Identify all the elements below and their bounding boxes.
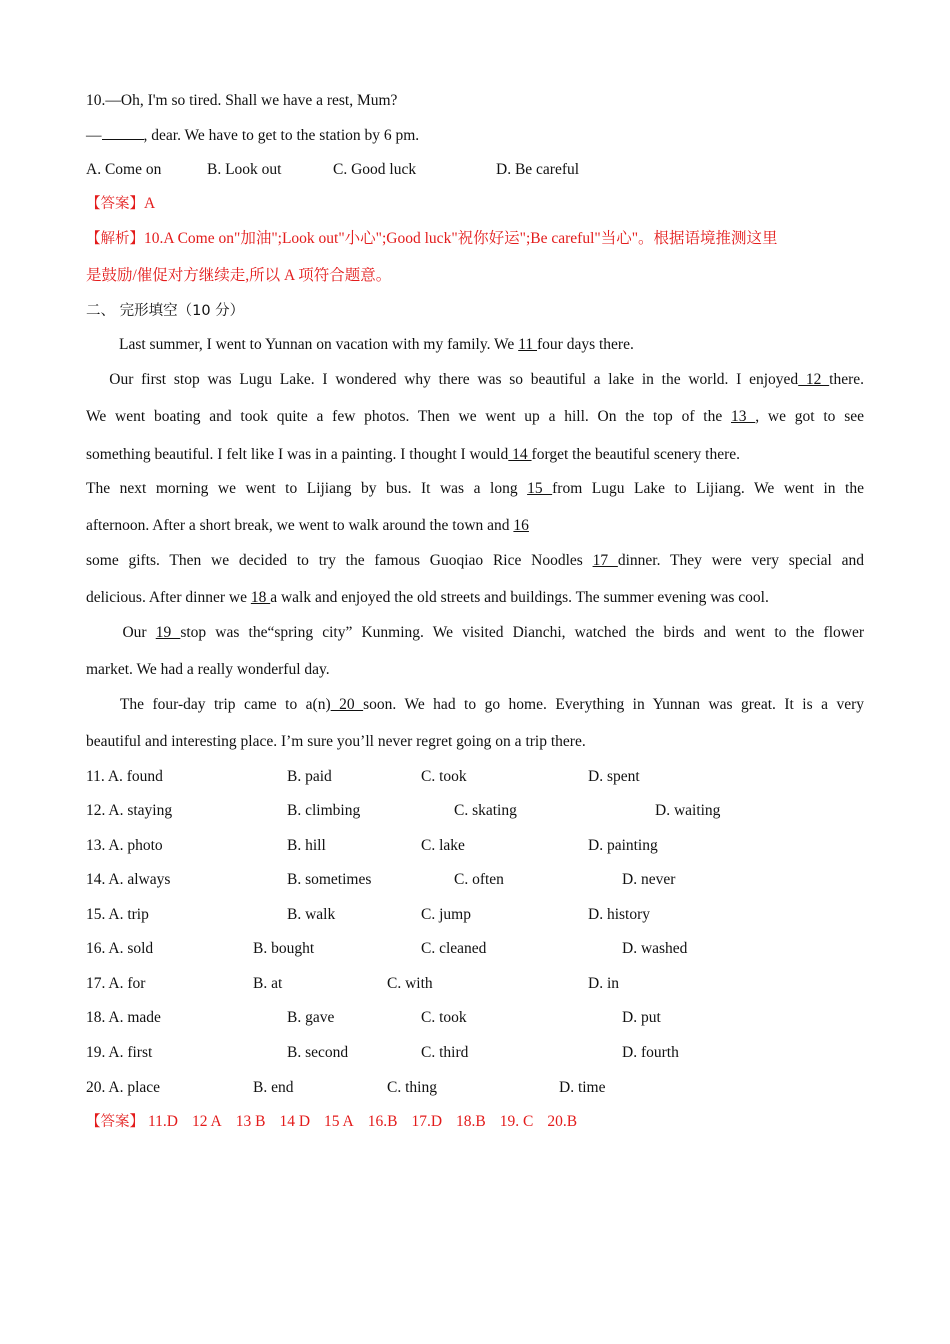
q11-option-d: D. spent [588,768,640,785]
answer-19: 19. C [499,1113,534,1130]
q17-option-a: 17. A. for [86,975,146,992]
q14-option-b: B. sometimes [287,871,372,888]
q10-analysis-line2: 是鼓励/催促对方继续走,所以 A 项符合题意。 [86,267,392,284]
blank-17: 17 [592,552,618,569]
q12-option-a: 12. A. staying [86,802,173,819]
q14-option-d: D. never [622,871,676,888]
q16-option-a: 16. A. sold [86,940,154,957]
passage-line-4: something beautiful. I felt like I was in a painting. I thought I would 14 forget the beautiful scenery there. [86,446,740,463]
q18-option-b: B. gave [287,1009,335,1026]
passage-line-12: beautiful and interesting place. I’m sure you’ll never regret going on a trip there. [86,733,586,750]
q10-reply-rest: , dear. We have to get to the station by 6 pm. [143,127,420,144]
q10-option-a: A. Come on [86,161,162,178]
q10-analysis-label: 【解析】 [86,231,144,247]
q16-option-b: B. bought [253,940,315,957]
q10-analysis-line1 [86,229,778,249]
blank-14: 14 [508,446,532,463]
q10-question: 10.—Oh, I'm so tired. Shall we have a rest, Mum? [86,92,398,109]
blank-15: 15 [527,480,553,497]
q10-option-c: C. Good luck [333,161,417,178]
q12-option-b: B. climbing [287,802,361,819]
answer-16: 16.B [367,1113,398,1130]
q16-option-d: D. washed [622,940,688,957]
q10-option-d: D. Be careful [496,161,580,178]
answer-12: 12 A [192,1113,222,1130]
blank-13: 13 [731,408,756,425]
answer-15: 15 A [324,1113,354,1130]
q10-blank [102,125,144,140]
q15-option-a: 15. A. trip [86,906,149,923]
q18-option-a: 18. A. made [86,1009,161,1026]
passage-line-1: Last summer, I went to Yunnan on vacation with my family. We 11 four days there. [119,336,634,353]
q17-option-b: B. at [253,975,283,992]
blank-16: 16 [513,517,529,534]
q14-option-c: C. often [454,871,504,888]
passage-line-10: market. We had a really wonderful day. [86,661,330,678]
blank-19: 19 [155,624,181,641]
q20-option-b: B. end [253,1079,294,1096]
answer-17: 17.D [411,1113,443,1130]
answer-13: 13 B [235,1113,266,1130]
q10-reply [86,125,419,146]
section2-heading: 二、 完形填空（10 分） [86,303,245,319]
q11-option-b: B. paid [287,768,332,785]
blank-12: 12 [798,371,830,388]
blank-20: 20 [330,696,364,713]
q16-option-c: C. cleaned [421,940,487,957]
q10-analysis-text1: 10.A Come on"加油";Look out"小心";Good luck"祝你好运";Be careful"当心"。根据语境推测这里 [144,230,778,247]
q13-option-d: D. painting [588,837,658,854]
q11-option-a: 11. A. found [86,768,163,785]
q19-option-c: C. third [421,1044,469,1061]
q18-option-d: D. put [622,1009,661,1026]
q10-answer-label: 【答案】 [86,196,144,212]
passage-line-11: The four-day trip came to a(n) 20 soon. We had to go home. Everything in Yunnan was great. It is a very [119,696,864,713]
q17-option-c: C. with [387,975,433,992]
q15-option-b: B. walk [287,906,336,923]
passage-line-9: Our 19 stop was the“spring city” Kunming. We visited Dianchi, watched the birds and went to the flower [122,624,865,641]
q20-option-a: 20. A. place [86,1079,161,1096]
passage-line-5: The next morning we went to Lijiang by bus. It was a long 15 from Lugu Lake to Lijiang. We went in the [86,480,864,497]
passage-line-3: We went boating and took quite a few photos. Then we went up a hill. On the top of the 13 , we got to see [86,408,865,425]
blank-11: 11 [518,336,537,353]
q10-answer [86,194,155,214]
passage-line-2: Our first stop was Lugu Lake. I wondered why there was so beautiful a lake in the world. I enjoyed 12 there. [109,371,865,388]
section2-answers [86,1112,591,1132]
q15-option-d: D. history [588,906,650,923]
q12-option-c: C. skating [454,802,517,819]
q10-reply-dash: — [86,127,102,144]
section2-answer-label: 【答案】 [86,1114,144,1130]
answer-18: 18.B [456,1113,486,1130]
q13-option-c: C. lake [421,837,465,854]
passage-line-7: some gifts. Then we decided to try the famous Guoqiao Rice Noodles 17 dinner. They were very special and [86,552,864,569]
q17-option-d: D. in [588,975,619,992]
q19-option-d: D. fourth [622,1044,679,1061]
q10-answer-value: A [144,195,156,212]
q11-option-c: C. took [421,768,467,785]
passage-line-8: delicious. After dinner we 18 a walk and enjoyed the old streets and buildings. The summer evening was cool. [86,589,769,606]
answer-14: 14 D [279,1113,311,1130]
answer-20: 20.B [547,1113,578,1130]
q10-option-b: B. Look out [207,161,282,178]
q19-option-a: 19. A. first [86,1044,153,1061]
q13-option-b: B. hill [287,837,326,854]
q18-option-c: C. took [421,1009,467,1026]
q12-option-d: D. waiting [655,802,721,819]
blank-18: 18 [250,589,271,606]
answer-11: 11.D [148,1113,178,1130]
q20-option-d: D. time [559,1079,606,1096]
passage-line-6: afternoon. After a short break, we went to walk around the town and 16 [86,517,529,534]
q14-option-a: 14. A. always [86,871,171,888]
q15-option-c: C. jump [421,906,471,923]
q19-option-b: B. second [287,1044,349,1061]
q20-option-c: C. thing [387,1079,437,1096]
q13-option-a: 13. A. photo [86,837,163,854]
